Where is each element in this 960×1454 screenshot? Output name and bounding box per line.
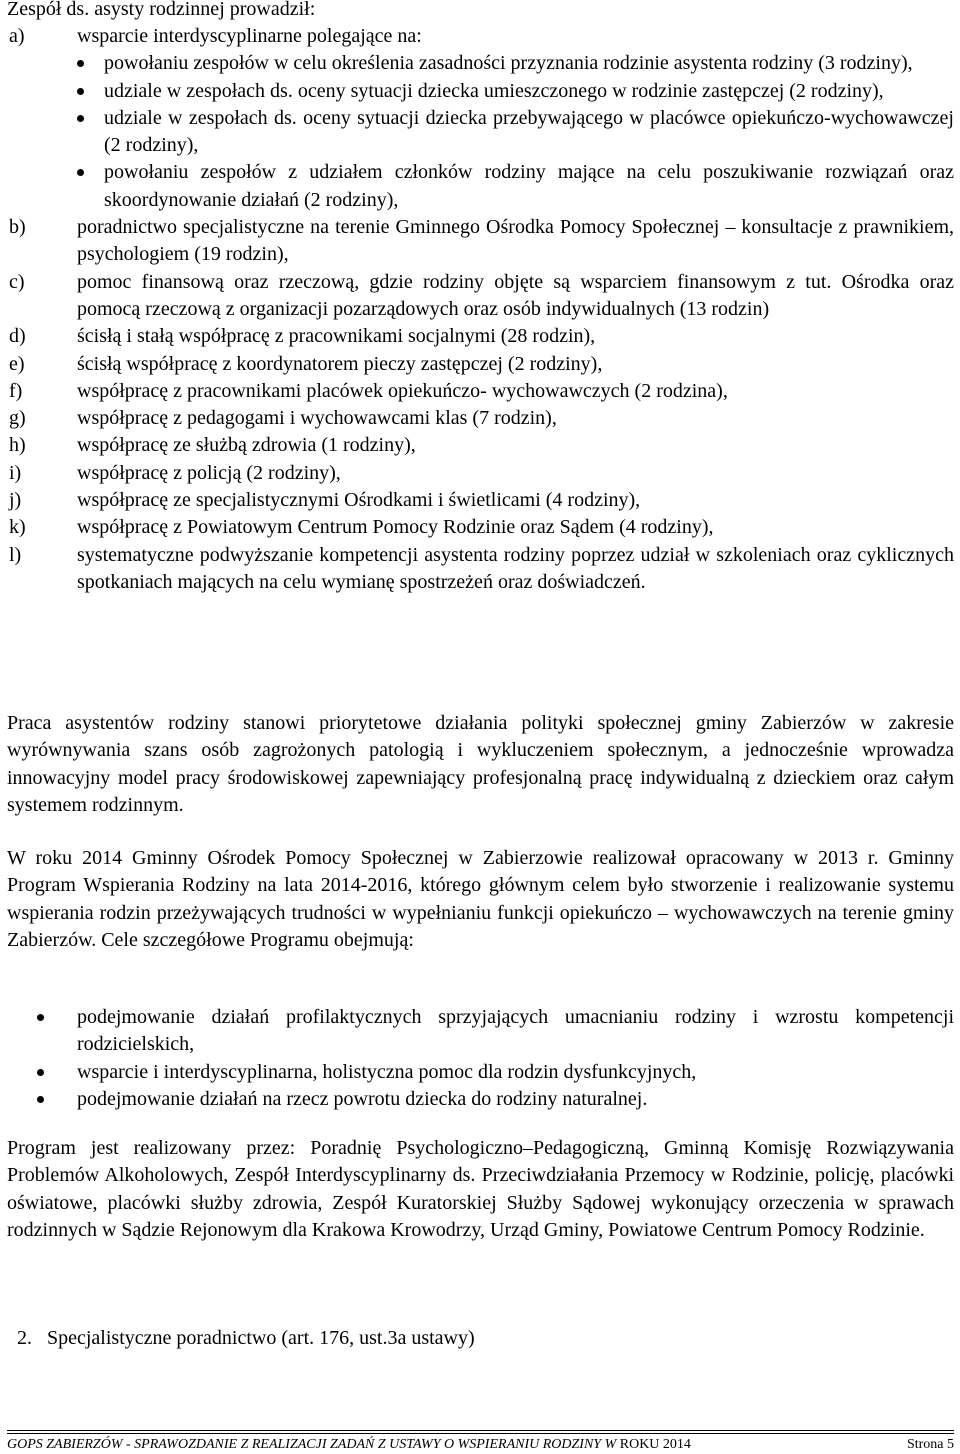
list-item-f: [7, 378, 954, 405]
footer-title: SPRAWOZDANIE Z REALIZACJI ZADAŃ Z USTAWY O WSPIERANIU RODZINY W: [134, 1437, 617, 1452]
page-footer: [7, 1430, 954, 1454]
list-marker: a): [9, 25, 25, 47]
footer-year: ROKU 2014: [616, 1437, 691, 1452]
activities-list: [7, 23, 954, 596]
list-marker: c): [9, 270, 25, 293]
list-item-text: ścisłą współpracę z koordynatorem pieczy zastępczej (2 rodziny),: [77, 352, 603, 375]
list-marker: f): [9, 379, 23, 402]
footer-separator: -: [122, 1437, 135, 1452]
list-item-text: pomoc finansową oraz rzeczową, gdzie rodziny objęte są wsparciem finansowym z tut. Ośrodka oraz pomocą rzeczową z organizacji pozarządowych oraz osób indywidualnych (13 rodzin): [77, 270, 954, 320]
list-item-g: [7, 405, 954, 432]
sub-list-item: udziale w zespołach ds. oceny sytuacji dziecka przebywającego w placówce opiekuńczo-wychowawczej (2 rodziny),: [77, 105, 954, 160]
list-marker: d): [9, 325, 26, 348]
list-item-k: [7, 514, 954, 541]
paragraph-asystenci: Praca asystentów rodziny stanowi priorytetowe działania polityki społecznej gminy Zabierzów w zakresie wyrównywania szans osób zagrożonych patologią i wykluczeniem społecznym, a jednocześnie wprowadza innowacyjny model pracy środowiskowej zapewniający profesjonalną pracę indywidualną z dzieckiem oraz całym systemem rodzinnym.: [7, 712, 954, 816]
list-item-j: [7, 487, 954, 514]
list-item-text: współpracę ze służbą zdrowia (1 rodziny),: [77, 434, 416, 457]
list-item-text: współpracę z Powiatowym Centrum Pomocy Rodzinie oraz Sądem (4 rodziny),: [77, 516, 714, 539]
list-item-text: współpracę z pracownikami placówek opiekuńczo- wychowawczych (2 rodzina),: [77, 379, 728, 402]
list-item-h: [7, 432, 954, 459]
paragraph-realizatorzy: Program jest realizowany przez: Poradnię Psychologiczno–Pedagogiczną, Gminną Komisję Rozwiązywania Problemów Alkoholowych, Zespół Interdyscyplinarny ds. Przeciwdziałania Przemocy w Rodzinie, policję, placówki oświatowe, placówki służby zdrowia, Zespół Kuratorskiej Służby Sądowej wykonujący orzeczenia w sprawach rodzinnych w Sądzie Rejonowym dla Krakowa Krowodrzy, Urząd Gminy, Powiatowe Centrum Pomocy Rodzinie.: [7, 1137, 954, 1241]
list-item-c: [7, 269, 954, 324]
list-marker: j): [9, 489, 22, 512]
goal-item: podejmowanie działań na rzecz powrotu dziecka do rodziny naturalnej.: [7, 1086, 954, 1113]
list-marker: i): [9, 461, 22, 484]
footer-org: GOPS ZABIERZÓW: [7, 1437, 123, 1452]
list-marker: e): [9, 352, 25, 375]
section-heading: 2. Specjalistyczne poradnictwo (art. 176, ust.3a ustawy): [17, 1327, 475, 1349]
list-item-text: współpracę z pedagogami i wychowawcami klas (7 rodzin),: [77, 407, 557, 430]
list-marker: l): [9, 543, 22, 566]
list-item-d: [7, 323, 954, 350]
sub-list-item: udziale w zespołach ds. oceny sytuacji dziecka umieszczonego w rodzinie zastępczej (2 rodziny),: [77, 78, 954, 105]
list-item-a: [7, 23, 954, 214]
list-marker: g): [9, 407, 26, 430]
sub-list-item: powołaniu zespołów w celu określenia zasadności przyznania rodzinie asystenta rodziny (3 rodziny),: [77, 50, 954, 77]
intro-text: Zespół ds. asysty rodzinnej prowadził:: [7, 0, 316, 20]
list-item-i: [7, 460, 954, 487]
list-item-text: współpracę z policją (2 rodziny),: [77, 461, 341, 484]
page-number: Strona 5: [906, 1437, 954, 1452]
list-item-text: poradnictwo specjalistyczne na terenie Gminnego Ośrodka Pomocy Społecznej – konsultacje z prawnikiem, psychologiem (19 rodzin),: [77, 216, 954, 266]
list-marker: b): [9, 216, 26, 239]
list-item-text: ścisłą i stałą współpracę z pracownikami socjalnymi (28 rodzin),: [77, 325, 596, 348]
list-item-text: wsparcie interdyscyplinarne polegające na:: [77, 25, 422, 47]
sub-list: [77, 50, 954, 214]
list-item-text: współpracę ze specjalistycznymi Ośrodkami i świetlicami (4 rodziny),: [77, 489, 641, 512]
goals-list: [7, 1004, 954, 1113]
sub-list-item: powołaniu zespołów z udziałem członków rodziny mające na celu poszukiwanie rozwiązań oraz skoordynowanie działań (2 rodziny),: [77, 159, 954, 214]
goal-item: wsparcie i interdyscyplinarna, holistyczna pomoc dla rodzin dysfunkcyjnych,: [7, 1059, 954, 1086]
list-item-text: systematyczne podwyższanie kompetencji asystenta rodziny poprzez udział w szkoleniach oraz cyklicznych spotkaniach mających na celu wymianę spostrzeżeń oraz doświadczeń.: [77, 543, 954, 593]
paragraph-program: W roku 2014 Gminny Ośrodek Pomocy Społecznej w Zabierzowie realizował opracowany w 2013 r. Gminny Program Wspierania Rodziny na lata 2014-2016, którego głównym celem było stworzenie i realizowanie systemu wspierania rodzin przeżywających trudności w wypełnianiu funkcji opiekuńczo – wychowawczych na terenie gminy Zabierzów. Cele szczegółowe Programu obejmują:: [7, 847, 954, 951]
list-item-e: [7, 351, 954, 378]
list-item-l: [7, 542, 954, 597]
list-marker: h): [9, 434, 26, 457]
list-item-b: [7, 214, 954, 269]
goal-item: podejmowanie działań profilaktycznych sprzyjających umacnianiu rodziny i wzrostu kompetencji rodzicielskich,: [7, 1004, 954, 1059]
list-marker: k): [9, 516, 26, 539]
